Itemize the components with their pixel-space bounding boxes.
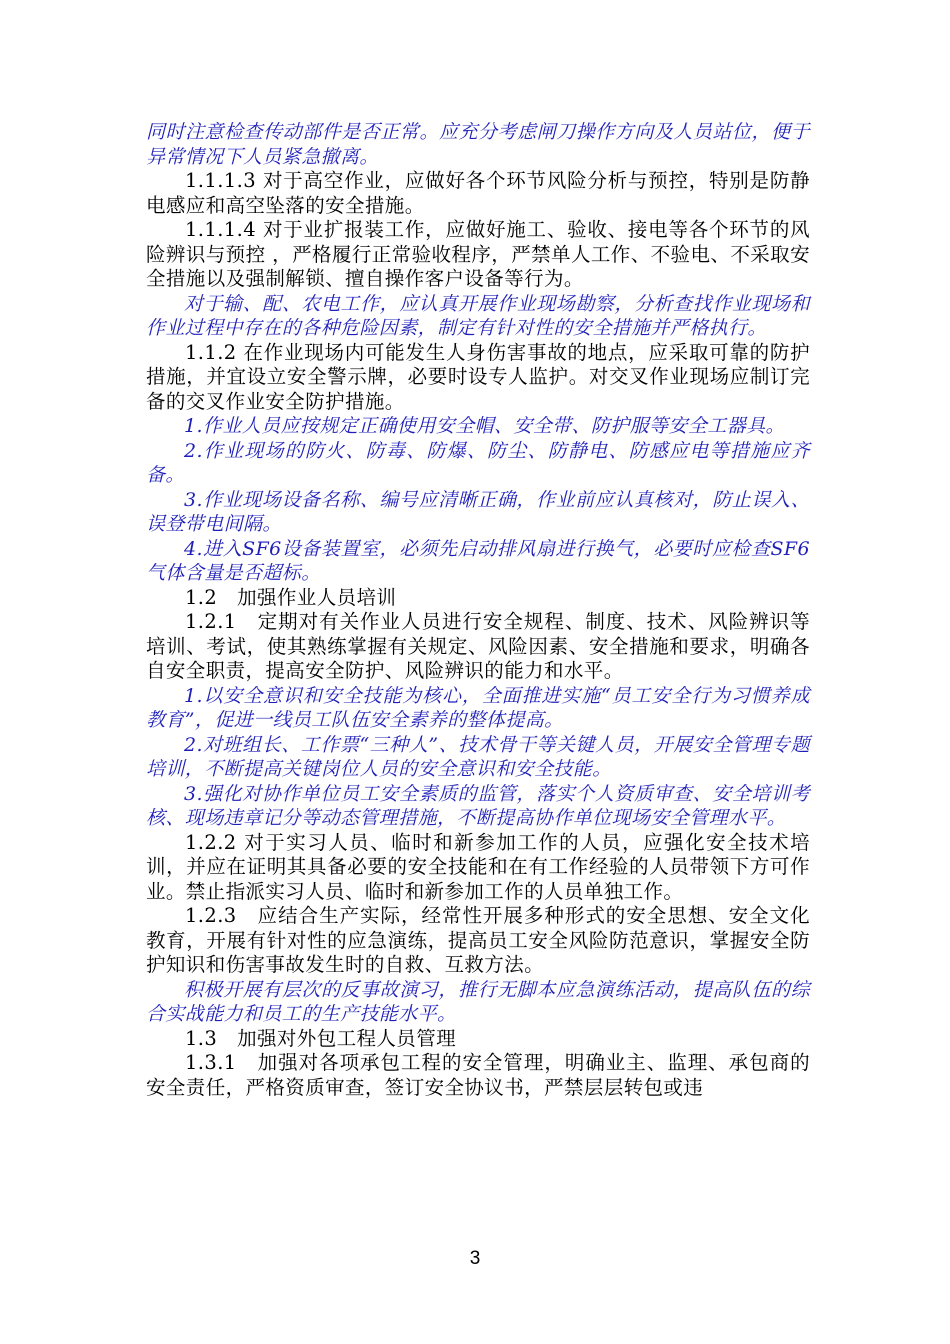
paragraph: 1.1.1.3 对于高空作业，应做好各个环节风险分析与预控，特别是防静电感应和高空坠落的安全措施。: [146, 169, 810, 217]
paragraph: 同时注意检查传动部件是否正常。应充分考虑闸刀操作方向及人员站位，便于异常情况下人员紧急撤离。: [146, 121, 810, 168]
paragraph: 1.2.1 定期对有关作业人员进行安全规程、制度、技术、风险辨识等培训、考试，使其熟练掌握有关规定、风险因素、安全措施和要求，明确各自安全职责，提高安全防护、风险辨识的能力和水平。: [146, 610, 810, 682]
paragraph: 积极开展有层次的反事故演习，推行无脚本应急演练活动，提高队伍的综合实战能力和员工的生产技能水平。: [146, 978, 810, 1025]
paragraph: 4.进入SF6设备装置室，必须先启动排风扇进行换气，必要时应检查SF6气体含量是否超标。: [146, 537, 810, 584]
document-body: [146, 120, 810, 1100]
paragraph: 1.2 加强作业人员培训: [185, 585, 397, 609]
paragraph: 3.强化对协作单位员工安全素质的监管，落实个人资质审查、安全培训考核、现场违章记分等动态管理措施，不断提高协作单位现场安全管理水平。: [146, 782, 810, 829]
paragraph: 1.作业人员应按规定正确使用安全帽、安全带、防护服等安全工器具。: [184, 415, 785, 437]
paragraph: 1.3 加强对外包工程人员管理: [185, 1026, 457, 1050]
paragraph: 1.3.1 加强对各项承包工程的安全管理，明确业主、监理、承包商的安全责任，严格资质审查，签订安全协议书，严禁层层转包或违: [146, 1051, 810, 1099]
paragraph: 对于输、配、农电工作，应认真开展作业现场勘察，分析查找作业现场和作业过程中存在的各种危险因素，制定有针对性的安全措施并严格执行。: [146, 292, 810, 339]
paragraph: 1.2.3 应结合生产实际，经常性开展多种形式的安全思想、安全文化教育，开展有针对性的应急演练，提高员工安全风险防范意识，掌握安全防护知识和伤害事故发生时的自救、互救方法。: [146, 904, 810, 976]
paragraph: 2.对班组长、工作票“三种人”、技术骨干等关键人员，开展安全管理专题培训，不断提高关键岗位人员的安全意识和安全技能。: [146, 733, 810, 780]
page-number: 3: [469, 1248, 481, 1269]
paragraph: 3.作业现场设备名称、编号应清晰正确，作业前应认真核对，防止误入、误登带电间隔。: [146, 488, 810, 535]
paragraph: 1.2.2 对于实习人员、临时和新参加工作的人员，应强化安全技术培训，并应在证明其具备必要的安全技能和在有工作经验的人员带领下方可作业。禁止指派实习人员、临时和新参加工作的人员单独工作。: [146, 830, 810, 903]
paragraph: 1.1.1.4 对于业扩报装工作，应做好施工、验收、接电等各个环节的风险辨识与预控 ，严格履行正常验收程序，严禁单人工作、不验电、不采取安全措施以及强制解锁、擅自操作客户设备等行为。: [146, 218, 810, 290]
paragraph: 1.以安全意识和安全技能为核心，全面推进实施“员工安全行为习惯养成教育”，促进一线员工队伍安全素养的整体提高。: [146, 684, 810, 731]
paragraph: 1.1.2 在作业现场内可能发生人身伤害事故的地点，应采取可靠的防护措施，并宜设立安全警示牌，必要时设专人监护。对交叉作业现场应制订完备的交叉作业安全防护措施。: [146, 340, 810, 413]
paragraph: 2.作业现场的防火、防毒、防爆、防尘、防静电、防感应电等措施应齐备。: [146, 439, 810, 486]
